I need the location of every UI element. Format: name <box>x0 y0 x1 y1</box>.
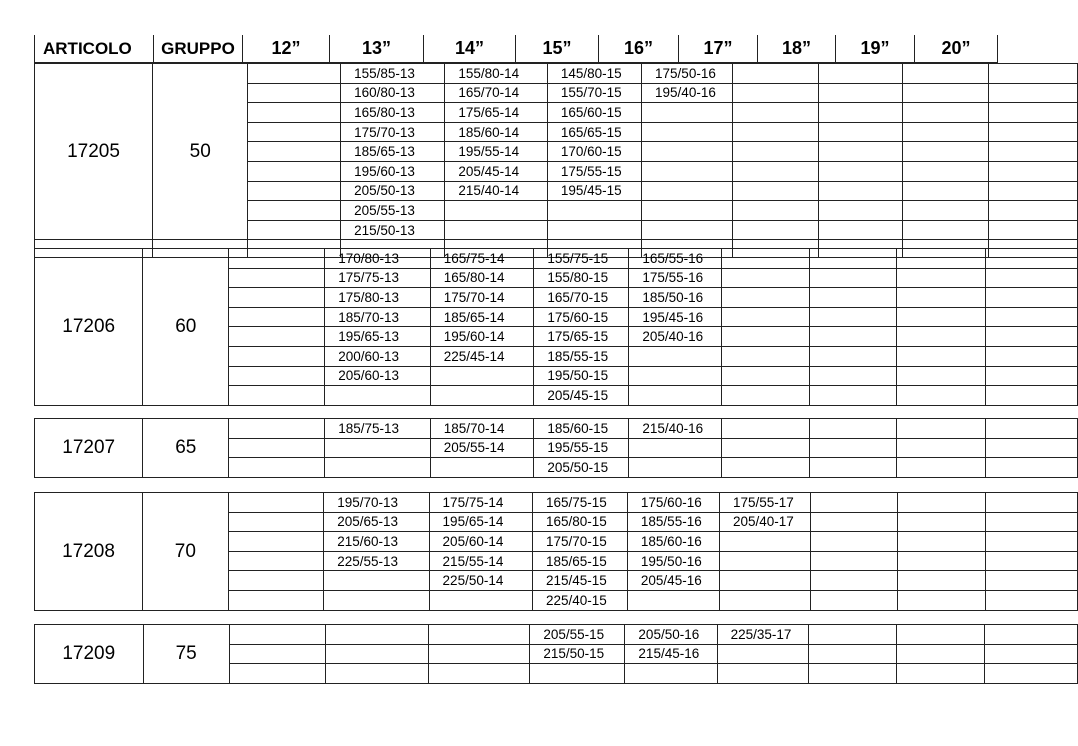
tire-size-cell <box>326 644 429 664</box>
tire-size-cell <box>324 571 429 591</box>
tire-size-cell <box>985 249 1077 269</box>
tire-size-cell <box>721 307 809 327</box>
tire-size-cell: 165/80-15 <box>533 512 628 532</box>
header-15: 15” <box>516 35 599 63</box>
tire-size-cell: 215/40-14 <box>445 181 547 201</box>
tire-size-cell <box>897 327 985 347</box>
tire-size-cell <box>988 64 1077 84</box>
tire-size-cell <box>717 664 808 684</box>
tire-size-cell <box>896 644 985 664</box>
header-16: 16” <box>599 35 679 63</box>
tire-size-cell: 155/80-15 <box>534 268 629 288</box>
tire-size-cell <box>733 161 818 181</box>
tire-size-cell <box>897 346 985 366</box>
gruppo-cell: 75 <box>143 625 229 684</box>
tire-size-cell: 175/55-17 <box>719 493 810 513</box>
tire-size-cell <box>818 83 903 103</box>
tire-size-cell: 215/60-13 <box>324 532 429 552</box>
tire-size-cell <box>229 268 325 288</box>
tire-size-cell <box>721 419 809 439</box>
tire-size-cell <box>248 122 341 142</box>
tire-size-cell <box>818 103 903 123</box>
tire-size-cell: 205/55-14 <box>430 438 534 458</box>
tire-size-cell: 165/70-15 <box>534 288 629 308</box>
tire-size-cell <box>898 590 986 610</box>
tire-size-cell <box>719 551 810 571</box>
tire-size-cell <box>228 532 324 552</box>
tire-size-cell: 195/60-14 <box>430 327 534 347</box>
tire-size-cell: 175/80-13 <box>325 288 431 308</box>
tire-size-cell: 145/80-15 <box>547 64 641 84</box>
tire-size-cell <box>898 551 986 571</box>
tire-size-cell <box>818 220 903 240</box>
tire-size-cell: 215/45-16 <box>625 644 717 664</box>
tire-size-cell <box>547 220 641 240</box>
gruppo-cell: 65 <box>143 419 229 478</box>
tire-size-cell <box>430 366 534 386</box>
tire-size-cell <box>721 268 809 288</box>
tire-size-cell <box>818 64 903 84</box>
tire-size-cell <box>229 307 325 327</box>
tire-size-cell <box>897 268 985 288</box>
tire-size-cell <box>228 590 324 610</box>
tire-size-cell <box>733 122 818 142</box>
tire-size-cell <box>988 122 1077 142</box>
group-table-17207 <box>34 418 1078 478</box>
tire-size-cell: 185/60-16 <box>627 532 719 552</box>
tire-size-cell <box>898 512 986 532</box>
tire-size-cell <box>717 644 808 664</box>
tire-size-cell <box>811 512 898 532</box>
tire-size-cell <box>326 625 429 645</box>
tire-size-cell: 225/55-13 <box>324 551 429 571</box>
tire-size-cell <box>733 220 818 240</box>
header-12: 12” <box>243 35 330 63</box>
tire-size-cell: 185/60-15 <box>534 419 629 439</box>
tire-size-cell: 175/60-16 <box>627 493 719 513</box>
tire-size-cell: 205/55-15 <box>530 625 625 645</box>
table-row <box>35 419 1078 439</box>
tire-size-cell <box>988 83 1077 103</box>
tire-size-cell <box>985 419 1077 439</box>
tire-size-cell: 215/50-13 <box>341 220 445 240</box>
tire-size-cell: 185/65-15 <box>533 551 628 571</box>
tire-size-cell: 205/45-14 <box>445 161 547 181</box>
articolo-cell: 17207 <box>35 419 143 478</box>
tire-size-cell <box>897 288 985 308</box>
tire-size-cell <box>985 327 1077 347</box>
tire-size-cell <box>903 181 988 201</box>
tire-size-cell <box>325 386 431 406</box>
tire-size-cell <box>898 493 986 513</box>
tire-size-cell: 195/55-14 <box>445 142 547 162</box>
tire-size-cell: 215/45-15 <box>533 571 628 591</box>
tire-size-cell: 165/80-13 <box>341 103 445 123</box>
tire-size-cell: 225/50-14 <box>429 571 532 591</box>
tire-size-cell <box>248 181 341 201</box>
tire-size-cell: 165/75-14 <box>430 249 534 269</box>
tire-size-cell: 195/45-15 <box>547 181 641 201</box>
tire-size-cell <box>229 249 325 269</box>
tire-size-cell <box>627 590 719 610</box>
tire-size-cell <box>808 625 896 645</box>
tire-size-cell <box>988 142 1077 162</box>
tire-size-cell <box>809 419 896 439</box>
tire-size-cell: 205/40-17 <box>719 512 810 532</box>
tire-size-cell <box>248 142 341 162</box>
tire-size-cell: 175/75-14 <box>429 493 532 513</box>
tire-size-cell: 225/35-17 <box>717 625 808 645</box>
tire-size-cell: 215/55-14 <box>429 551 532 571</box>
tire-size-cell <box>986 551 1078 571</box>
tire-size-cell: 175/70-15 <box>533 532 628 552</box>
tire-size-cell <box>985 288 1077 308</box>
tire-size-cell <box>985 307 1077 327</box>
tire-size-cell <box>986 512 1078 532</box>
table-row <box>35 249 1078 269</box>
tire-size-cell <box>986 590 1078 610</box>
tire-size-cell: 175/65-15 <box>534 327 629 347</box>
tire-size-cell <box>228 512 324 532</box>
tire-size-cell <box>897 386 985 406</box>
tire-size-cell <box>642 220 733 240</box>
group-table-17208 <box>34 492 1078 611</box>
header-13: 13” <box>330 35 424 63</box>
header-19: 19” <box>836 35 915 63</box>
tire-size-cell <box>985 366 1077 386</box>
tire-size-cell <box>988 201 1077 221</box>
tire-size-cell: 200/60-13 <box>325 346 431 366</box>
tire-size-cell <box>818 122 903 142</box>
tire-size-cell <box>811 571 898 591</box>
tire-size-cell <box>248 64 341 84</box>
tire-size-cell <box>903 201 988 221</box>
tire-size-cell <box>897 438 985 458</box>
tire-size-cell <box>430 386 534 406</box>
tire-size-cell <box>809 346 896 366</box>
tire-size-cell <box>248 103 341 123</box>
tire-size-cell <box>818 142 903 162</box>
articolo-cell: 17208 <box>35 493 143 611</box>
gruppo-cell: 70 <box>143 493 229 611</box>
tire-size-cell <box>903 64 988 84</box>
tire-size-cell: 195/65-13 <box>325 327 431 347</box>
tire-size-cell <box>625 664 717 684</box>
tire-size-cell: 225/45-14 <box>430 346 534 366</box>
tire-size-cell <box>445 220 547 240</box>
tire-size-cell: 205/55-13 <box>341 201 445 221</box>
tire-size-cell <box>985 268 1077 288</box>
tire-size-cell <box>429 590 532 610</box>
tire-size-cell <box>897 249 985 269</box>
tire-size-cell <box>629 458 721 478</box>
tire-size-cell: 185/50-16 <box>629 288 721 308</box>
tire-size-cell: 215/50-15 <box>530 644 625 664</box>
tire-size-cell <box>229 419 325 439</box>
tire-size-cell <box>721 346 809 366</box>
tire-size-cell <box>985 664 1078 684</box>
tire-size-cell: 205/60-13 <box>325 366 431 386</box>
tire-size-cell: 170/80-13 <box>325 249 431 269</box>
tire-size-cell: 195/45-16 <box>629 307 721 327</box>
tire-size-cell <box>985 438 1077 458</box>
tire-size-cell <box>721 366 809 386</box>
tire-size-cell: 185/70-13 <box>325 307 431 327</box>
tire-size-cell <box>733 181 818 201</box>
tire-size-cell: 205/50-15 <box>534 458 629 478</box>
tire-size-cell <box>719 571 810 591</box>
group-table-17205 <box>34 63 1078 258</box>
tire-size-cell: 155/75-15 <box>534 249 629 269</box>
tire-size-cell: 165/70-14 <box>445 83 547 103</box>
tire-size-cell <box>809 327 896 347</box>
tire-size-cell: 195/50-15 <box>534 366 629 386</box>
table-row <box>35 64 1078 84</box>
table-row <box>35 493 1078 513</box>
tire-size-cell <box>228 571 324 591</box>
tire-size-cell <box>629 366 721 386</box>
tire-size-cell <box>985 644 1078 664</box>
tire-size-cell <box>897 458 985 478</box>
tire-size-cell <box>986 493 1078 513</box>
tire-size-cell <box>811 590 898 610</box>
tire-size-cell <box>721 458 809 478</box>
tire-size-cell <box>429 664 530 684</box>
tire-size-cell <box>248 83 341 103</box>
tire-size-cell <box>986 532 1078 552</box>
tire-size-cell <box>898 571 986 591</box>
table-row <box>35 625 1078 645</box>
tire-size-cell: 205/45-15 <box>534 386 629 406</box>
tire-size-cell <box>903 103 988 123</box>
tire-size-cell <box>988 103 1077 123</box>
tire-size-cell <box>642 201 733 221</box>
articolo-cell: 17205 <box>35 64 153 240</box>
tire-size-cell: 205/50-16 <box>625 625 717 645</box>
tire-size-cell <box>229 327 325 347</box>
tire-size-cell <box>985 386 1077 406</box>
tire-size-cell <box>733 64 818 84</box>
tire-size-cell: 175/70-14 <box>430 288 534 308</box>
tire-size-cell <box>642 181 733 201</box>
tire-size-cell <box>248 220 341 240</box>
tire-size-cell <box>985 625 1078 645</box>
tire-size-cell <box>808 644 896 664</box>
tire-size-cell: 165/60-15 <box>547 103 641 123</box>
tire-size-cell <box>324 590 429 610</box>
tire-size-cell <box>733 201 818 221</box>
header-gruppo: GRUPPO <box>154 35 243 63</box>
tire-size-cell <box>642 142 733 162</box>
tire-size-cell <box>733 142 818 162</box>
tire-size-cell <box>228 551 324 571</box>
tire-size-cell: 225/40-15 <box>533 590 628 610</box>
header-20: 20” <box>915 35 998 63</box>
tire-size-cell <box>811 493 898 513</box>
tire-size-cell <box>809 307 896 327</box>
tire-size-cell: 185/75-13 <box>325 419 431 439</box>
tire-size-cell: 185/65-13 <box>341 142 445 162</box>
tire-size-cell: 175/70-13 <box>341 122 445 142</box>
tire-size-cell: 195/70-13 <box>324 493 429 513</box>
tire-size-cell <box>818 201 903 221</box>
tire-size-cell <box>988 181 1077 201</box>
tire-size-cell <box>809 249 896 269</box>
tire-size-cell: 175/65-14 <box>445 103 547 123</box>
tire-size-cell <box>818 181 903 201</box>
gruppo-cell: 60 <box>143 249 229 406</box>
tire-size-cell <box>903 220 988 240</box>
tire-size-cell: 155/85-13 <box>341 64 445 84</box>
tire-size-cell <box>719 532 810 552</box>
tire-size-cell <box>721 288 809 308</box>
tire-size-cell <box>896 625 985 645</box>
tire-size-cell <box>985 346 1077 366</box>
header-articolo: ARTICOLO <box>35 35 154 63</box>
tire-size-cell: 205/65-13 <box>324 512 429 532</box>
tire-size-cell <box>719 590 810 610</box>
tire-size-cell: 175/55-16 <box>629 268 721 288</box>
tire-size-cell <box>897 307 985 327</box>
tire-size-cell <box>429 644 530 664</box>
tire-size-cell <box>733 83 818 103</box>
tire-size-cell <box>629 438 721 458</box>
tire-size-cell <box>809 268 896 288</box>
tire-size-cell <box>530 664 625 684</box>
group-table-17209 <box>34 624 1078 684</box>
tire-size-cell <box>642 122 733 142</box>
tire-size-cell <box>809 458 896 478</box>
tire-size-cell <box>642 103 733 123</box>
gruppo-cell: 50 <box>153 64 248 240</box>
tire-size-cell: 195/50-16 <box>627 551 719 571</box>
tire-size-cell <box>721 249 809 269</box>
tire-size-cell <box>229 664 325 684</box>
tire-size-cell <box>733 103 818 123</box>
tire-size-cell <box>229 346 325 366</box>
tire-size-cell <box>326 664 429 684</box>
tire-size-cell <box>721 438 809 458</box>
tire-size-cell <box>229 625 325 645</box>
table-header <box>34 35 998 63</box>
tire-size-cell <box>811 532 898 552</box>
tire-size-cell <box>430 458 534 478</box>
tire-size-cell: 185/55-16 <box>627 512 719 532</box>
tire-size-cell: 165/65-15 <box>547 122 641 142</box>
tire-size-cell <box>811 551 898 571</box>
tire-size-cell: 215/40-16 <box>629 419 721 439</box>
tire-size-cell <box>325 438 431 458</box>
header-18: 18” <box>758 35 836 63</box>
articolo-cell: 17206 <box>35 249 143 406</box>
tire-size-cell: 155/70-15 <box>547 83 641 103</box>
tire-size-cell: 185/70-14 <box>430 419 534 439</box>
tire-size-cell: 165/80-14 <box>430 268 534 288</box>
tire-size-cell: 185/60-14 <box>445 122 547 142</box>
tire-size-cell <box>248 161 341 181</box>
tire-size-cell <box>629 346 721 366</box>
tire-size-cell <box>903 161 988 181</box>
tire-size-cell: 175/75-13 <box>325 268 431 288</box>
tire-size-cell: 205/60-14 <box>429 532 532 552</box>
tire-size-cell: 205/50-13 <box>341 181 445 201</box>
tire-size-cell <box>896 664 985 684</box>
tire-size-cell <box>897 366 985 386</box>
tire-size-cell: 195/60-13 <box>341 161 445 181</box>
tire-size-cell <box>228 493 324 513</box>
tire-size-cell <box>809 438 896 458</box>
tire-size-cell <box>229 366 325 386</box>
tire-size-cell <box>229 438 325 458</box>
tire-size-cell <box>325 458 431 478</box>
tire-size-cell: 165/55-16 <box>629 249 721 269</box>
tire-size-cell <box>721 327 809 347</box>
tire-size-cell: 175/55-15 <box>547 161 641 181</box>
tire-size-cell <box>809 386 896 406</box>
tire-size-cell <box>808 664 896 684</box>
tire-size-cell: 165/75-15 <box>533 493 628 513</box>
tire-size-cell: 175/60-15 <box>534 307 629 327</box>
tire-size-cell <box>721 386 809 406</box>
tire-size-cell: 205/45-16 <box>627 571 719 591</box>
tire-size-cell <box>897 419 985 439</box>
tire-size-cell: 175/50-16 <box>642 64 733 84</box>
tire-size-cell <box>445 201 547 221</box>
tire-size-cell: 160/80-13 <box>341 83 445 103</box>
group-table-17206 <box>34 248 1078 406</box>
tire-size-cell <box>985 458 1077 478</box>
tire-size-cell: 195/40-16 <box>642 83 733 103</box>
tire-size-cell: 205/40-16 <box>629 327 721 347</box>
tire-size-cell <box>988 161 1077 181</box>
tire-size-cell <box>988 220 1077 240</box>
tire-size-cell <box>229 386 325 406</box>
tire-size-cell <box>642 161 733 181</box>
tire-size-cell <box>229 644 325 664</box>
tire-size-cell <box>229 288 325 308</box>
tire-size-cell: 185/55-15 <box>534 346 629 366</box>
tire-size-cell <box>248 201 341 221</box>
tire-size-cell <box>229 458 325 478</box>
tire-size-cell <box>986 571 1078 591</box>
articolo-cell: 17209 <box>35 625 144 684</box>
tire-size-cell <box>903 142 988 162</box>
tire-size-cell <box>809 288 896 308</box>
tire-size-cell: 155/80-14 <box>445 64 547 84</box>
tire-size-cell: 185/65-14 <box>430 307 534 327</box>
tire-size-cell: 195/65-14 <box>429 512 532 532</box>
tire-size-cell <box>903 122 988 142</box>
tire-size-cell <box>903 83 988 103</box>
tire-size-cell <box>429 625 530 645</box>
tire-size-cell: 170/60-15 <box>547 142 641 162</box>
tire-size-cell <box>818 161 903 181</box>
tire-size-cell <box>809 366 896 386</box>
tire-size-cell <box>547 201 641 221</box>
header-17: 17” <box>679 35 758 63</box>
header-14: 14” <box>424 35 516 63</box>
tire-size-cell <box>629 386 721 406</box>
tire-size-cell <box>898 532 986 552</box>
tire-size-cell: 195/55-15 <box>534 438 629 458</box>
header-row <box>35 35 998 63</box>
